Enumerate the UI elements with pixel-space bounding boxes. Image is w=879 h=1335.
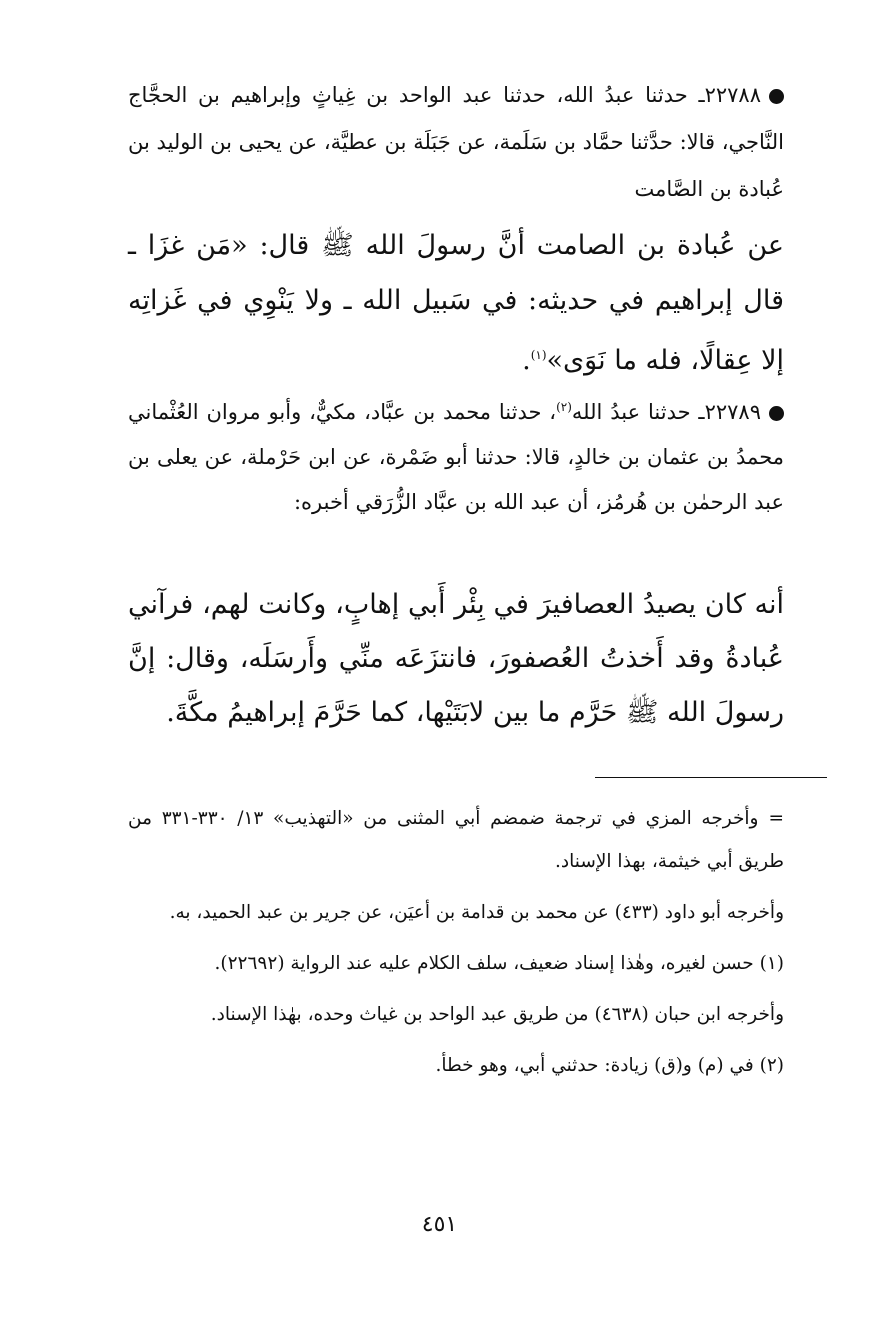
bullet-icon: [769, 89, 784, 104]
footnotes: [128, 797, 784, 1095]
hadith-22788-matn: [128, 218, 784, 388]
footnote-2: (٢) في (م) و(ق) زيادة: حدثني أبي، وهو خطأ.: [435, 1055, 784, 1076]
page-number: ٤٥١: [421, 1212, 458, 1237]
isnad-text: ـ حدثنا عبدُ الله، حدثنا عبد الواحد بن غِياثٍ وإبراهيم بن الحجَّاج النَّاجي، قالا: حدَّثنا حمَّاد بن سَلَمة، عن جَبَلَة بن عطيَّة، عن يحيى بن الوليد بن عُبادة بن الصَّامت: [128, 83, 784, 201]
isnad-text-a: ـ حدثنا عبدُ الله: [571, 400, 705, 424]
hadith-22788-isnad: [128, 72, 784, 213]
continuation-marker: =: [768, 808, 784, 829]
bullet-icon: [769, 406, 784, 421]
footnote-1: (١) حسن لغيره، وهٰذا إسناد ضعيف، سلف الكلام عليه عند الرواية (٢٢٦٩٢).: [214, 953, 784, 974]
footnote-ref-1[interactable]: (١): [530, 348, 547, 362]
footnote-continued: [128, 797, 784, 883]
footnote-text: وأخرجه المزي في ترجمة ضمضم أبي المثنى من «التهذيب» ١٣/ ٣٣٠-٣٣١ من طريق أبي خيثمة، بهذا الإسناد.: [128, 808, 784, 872]
footnote-abudawud: وأخرجه أبو داود (٤٣٣) عن محمد بن قدامة بن أعيَن، عن جرير بن عبد الحميد، به.: [169, 902, 784, 923]
footnote-ref-2[interactable]: (٢): [556, 400, 572, 414]
footnote-ibnhibban: وأخرجه ابن حبان (٤٦٣٨) من طريق عبد الواحد بن غياث وحده، بهٰذا الإسناد.: [210, 1004, 784, 1025]
hadith-22789-isnad: [128, 385, 784, 525]
isnad-text-b: ، حدثنا محمد بن عبَّاد، مكيٌّ، وأبو مروان العُثْماني محمدُ بن عثمان بن خالدٍ، قالا: حدثنا أبو ضَمْرة، عن ابن حَرْملة، عن يعلى بن عبد الرحمٰن بن هُرمُز، أن عبد الله بن عبَّاد الزُّرَقي أخبره:: [128, 400, 784, 514]
matn-text: عن عُبادة بن الصامت أنَّ رسولَ الله ﷺ قال: «مَن غزَا ـ قال إبراهيم في حديثه: في سَبيل الله ـ ولا يَنْوِي في غَزاتِه إلا عِقالًا، فله ما نَوَى»: [128, 230, 784, 376]
footnote-divider: [595, 777, 827, 778]
hadith-number: ٢٢٧٨٩: [704, 400, 761, 424]
matn-end: .: [522, 345, 531, 376]
hadith-22789-matn: [128, 578, 784, 740]
matn-text: أنه كان يصيدُ العصافيرَ في بِئْر أَبي إهابٍ، وكانت لهم، فرآني عُبادةُ وقد أَخذتُ العُصفورَ، فانتزَعَه منِّي وأَرسَلَه، وقال: إنَّ رسولَ الله ﷺ حَرَّم ما بين لابَتَيْها، كما حَرَّمَ إبراهيمُ مكَّةَ.: [128, 589, 784, 728]
hadith-number: ٢٢٧٨٨: [704, 83, 761, 107]
